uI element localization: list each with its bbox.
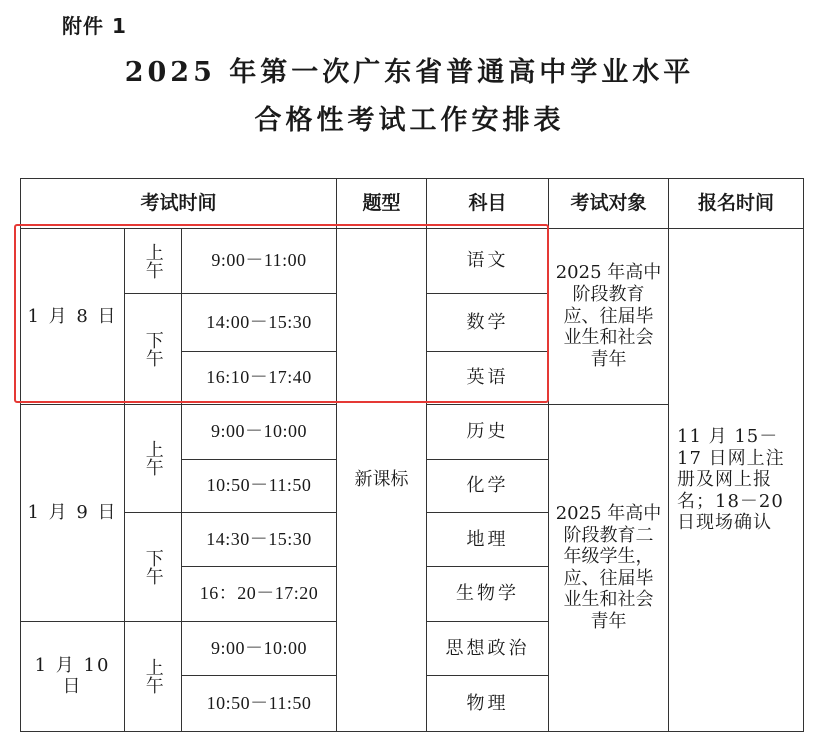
attachment-label: 附件 1 bbox=[62, 14, 127, 38]
date-cell: 1 月 8 日 bbox=[21, 229, 125, 405]
document-title-line1: 2025 年第一次广东省普通高中学业水平 bbox=[124, 57, 695, 88]
period-cell: 上午 bbox=[125, 404, 182, 512]
candidates-cell-1: 2025 年高中阶段教育应、往届毕业生和社会青年 bbox=[549, 229, 669, 405]
table-row bbox=[21, 229, 804, 294]
subject-cell: 思想政治 bbox=[427, 621, 549, 676]
header-subject: 科目 bbox=[427, 179, 549, 229]
time-cell: 9:00－10:00 bbox=[182, 404, 337, 460]
header-registration: 报名时间 bbox=[669, 179, 804, 229]
period-cell: 下午 bbox=[125, 293, 182, 404]
period-cell: 上午 bbox=[125, 621, 182, 731]
time-cell: 9:00－11:00 bbox=[182, 229, 337, 294]
subject-cell: 数学 bbox=[427, 293, 549, 352]
time-cell: 10:50－11:50 bbox=[182, 676, 337, 732]
document-title-line2: 合格性考试工作安排表 bbox=[254, 105, 565, 136]
subject-cell: 语文 bbox=[427, 229, 549, 294]
exam-schedule-table bbox=[20, 178, 804, 732]
subject-cell: 地理 bbox=[427, 512, 549, 567]
question-type-cell: 新课标 bbox=[337, 229, 427, 732]
table-header-row bbox=[21, 179, 804, 229]
time-cell: 9:00－10:00 bbox=[182, 621, 337, 676]
time-cell: 16:10－17:40 bbox=[182, 352, 337, 405]
header-exam-time: 考试时间 bbox=[21, 179, 337, 229]
period-cell: 下午 bbox=[125, 512, 182, 621]
time-cell: 16：20－17:20 bbox=[182, 567, 337, 622]
time-cell: 10:50－11:50 bbox=[182, 460, 337, 513]
header-candidates: 考试对象 bbox=[549, 179, 669, 229]
registration-cell: 11 月 15－17 日网上注册及网上报名；18－20 日现场确认 bbox=[669, 229, 804, 732]
time-cell: 14:00－15:30 bbox=[182, 293, 337, 352]
date-cell: 1 月 9 日 bbox=[21, 404, 125, 621]
subject-cell: 英语 bbox=[427, 352, 549, 405]
time-cell: 14:30－15:30 bbox=[182, 512, 337, 567]
subject-cell: 历史 bbox=[427, 404, 549, 460]
date-cell: 1 月 10 日 bbox=[21, 621, 125, 731]
header-question-type: 题型 bbox=[337, 179, 427, 229]
subject-cell: 物理 bbox=[427, 676, 549, 732]
candidates-cell-2: 2025 年高中阶段教育二年级学生，应、往届毕业生和社会青年 bbox=[549, 404, 669, 731]
period-cell: 上午 bbox=[125, 229, 182, 294]
subject-cell: 化学 bbox=[427, 460, 549, 513]
subject-cell: 生物学 bbox=[427, 567, 549, 622]
